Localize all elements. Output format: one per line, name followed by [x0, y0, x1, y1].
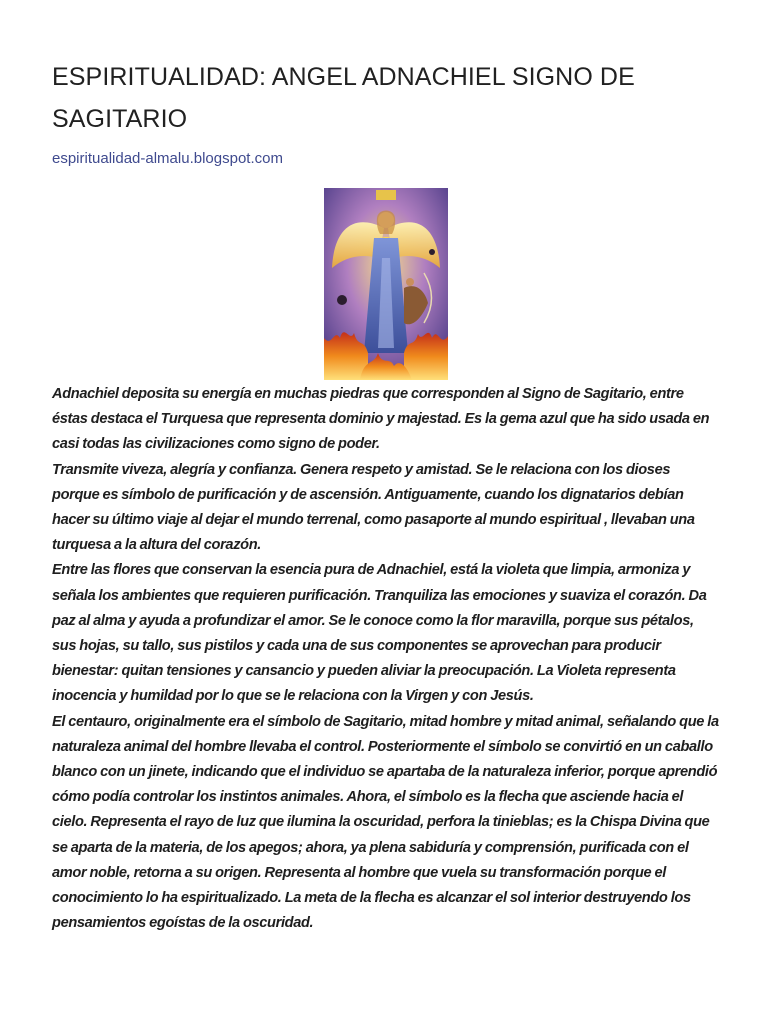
- paragraph-centauro: El centauro, originalmente era el símbolo de Sagitario, mitad hombre y mitad animal, señalando que la naturaleza animal del hombre llevaba el control. Posteriormente el símbolo se convirtió en un caballo blanco con un jinete, indicando que el individuo se apartaba de la naturaleza inferior, porque aprendió cómo podía controlar los instintos animales. Ahora, el símbolo es la flecha que asciende hacia el cielo. Representa el rayo de luz que ilumina la oscuridad, perfora la tinieblas; es la Chispa Divina que se aparta de la materia, de los apegos; ahora, ya plena sabiduría y comprensión, purificada con el amor noble, retorna a su origen. Representa al hombre que vuela su transformación porque el conocimiento lo ha espiritualizado. La meta de la flecha es alcanzar el sol interior destruyendo los pensamientos egoístas de la oscuridad.: [52, 713, 719, 932]
- angel-illustration: [324, 188, 448, 380]
- paragraph-violeta: Entre las flores que conservan la esencia pura de Adnachiel, está la violeta que limpia, armoniza y señala los ambientes que requieren purificación. Tranquiliza las emociones y suaviza el corazón. Da paz al alma y ayuda a profundizar el amor. Se le conoce como la flor maravilla, porque sus pétalos, sus hojas, su tallo, sus pistilos y cada una de sus componentes se aprovechan para producir bienestar: quitan tensiones y cansancio y pueden aliviar la preocupación. La Violeta representa inocencia y humildad por lo que se le relaciona con la Virgen y con Jesús.: [52, 562, 707, 705]
- page-title: ESPIRITUALIDAD: ANGEL ADNACHIEL SIGNO DE SAGITARIO: [52, 63, 635, 133]
- source-link[interactable]: espiritualidad-almalu.blogspot.com: [52, 150, 283, 167]
- paragraph-turquesa: Adnachiel deposita su energía en muchas piedras que corresponden al Signo de Sagitario, entre éstas destaca el Turquesa que representa dominio y majestad. Es la gema azul que ha sido usada en casi todas las civilizaciones como signo de poder.: [52, 386, 710, 453]
- paragraph-transmite: Transmite viveza, alegría y confianza. Genera respeto y amistad. Se le relaciona con los dioses porque es símbolo de purificación y de ascensión. Antiguamente, cuando los dignatarios debían hacer su último viaje al dejar el mundo terrenal, como pasaporte al mundo espiritual , llevaban una turquesa a la altura del corazón.: [52, 461, 695, 554]
- article: [52, 56, 720, 936]
- article-body: [52, 382, 720, 936]
- angel-image: [324, 188, 448, 380]
